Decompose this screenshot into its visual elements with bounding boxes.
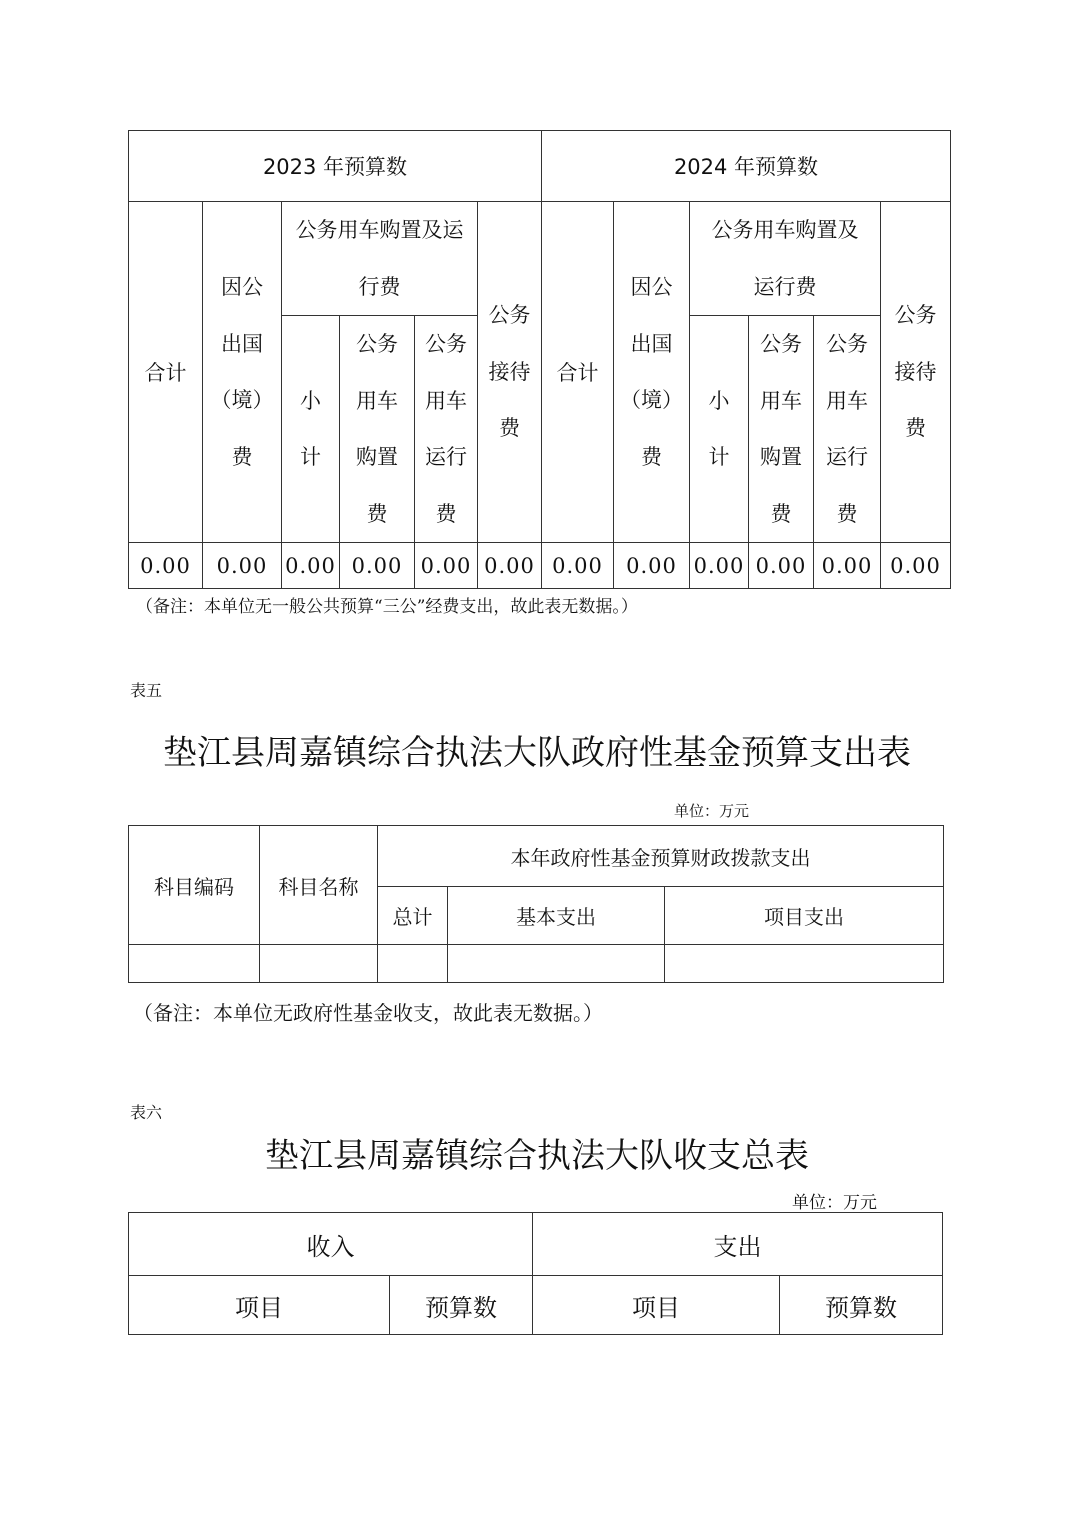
fund-expenditure-group-header: 本年政府性基金预算财政拨款支出 xyxy=(378,826,944,887)
abroad-fee-header-2023: 因公 出国 （境） 费 xyxy=(203,202,282,543)
value-cell: 0.00 xyxy=(814,543,881,589)
subject-code-header: 科目编码 xyxy=(129,826,260,945)
subtotal-header-2023: 小 计 xyxy=(282,316,340,543)
vehicle-group-header-2023: 公务用车购置及运 行费 xyxy=(282,202,478,316)
table6-unit: 单位：万元 xyxy=(792,1193,877,1213)
income-item-header: 项目 xyxy=(129,1276,390,1335)
project-expenditure-header: 项目支出 xyxy=(665,887,944,945)
income-expense-summary-table xyxy=(128,1212,943,1335)
value-cell: 0.00 xyxy=(690,543,749,589)
total-header: 总计 xyxy=(378,887,448,945)
empty-cell xyxy=(378,945,448,983)
empty-cell xyxy=(448,945,665,983)
vehicle-purchase-header-2024: 公务 用车 购置 费 xyxy=(749,316,814,543)
vehicle-group-header-2024: 公务用车购置及 运行费 xyxy=(690,202,881,316)
empty-cell xyxy=(665,945,944,983)
vehicle-running-header-2024: 公务 用车 运行 费 xyxy=(814,316,881,543)
year-2024-header: 2024 年预算数 xyxy=(542,131,951,202)
value-cell: 0.00 xyxy=(129,543,203,589)
empty-cell xyxy=(260,945,378,983)
income-budget-header: 预算数 xyxy=(390,1276,533,1335)
table5-tag: 表五 xyxy=(130,681,163,700)
value-cell: 0.00 xyxy=(415,543,478,589)
value-cell: 0.00 xyxy=(614,543,690,589)
empty-cell xyxy=(129,945,260,983)
subtotal-header-2024: 小 计 xyxy=(690,316,749,543)
basic-expenditure-header: 基本支出 xyxy=(448,887,665,945)
value-cell: 0.00 xyxy=(478,543,542,589)
expense-item-header: 项目 xyxy=(533,1276,780,1335)
value-cell: 0.00 xyxy=(340,543,415,589)
value-cell: 0.00 xyxy=(749,543,814,589)
total-header-2023: 合计 xyxy=(129,202,203,543)
reception-fee-header-2023: 公务 接待 费 xyxy=(478,202,542,543)
table1-note: （备注：本单位无一般公共预算“三公”经费支出，故此表无数据。） xyxy=(136,597,638,617)
table6-title: 垫江县周嘉镇综合执法大队收支总表 xyxy=(265,1136,809,1176)
expense-header: 支出 xyxy=(533,1213,943,1276)
table5-note: （备注：本单位无政府性基金收支，故此表无数据。） xyxy=(133,1001,603,1025)
vehicle-purchase-header-2023: 公务 用车 购置 费 xyxy=(340,316,415,543)
reception-fee-header-2024: 公务 接待 费 xyxy=(881,202,951,543)
vehicle-running-header-2023: 公务 用车 运行 费 xyxy=(415,316,478,543)
expense-budget-header: 预算数 xyxy=(780,1276,943,1335)
value-cell: 0.00 xyxy=(542,543,614,589)
subject-name-header: 科目名称 xyxy=(260,826,378,945)
value-cell: 0.00 xyxy=(203,543,282,589)
income-header: 收入 xyxy=(129,1213,533,1276)
value-cell: 0.00 xyxy=(282,543,340,589)
table6-tag: 表六 xyxy=(130,1103,163,1122)
three-public-expenses-table xyxy=(128,130,951,589)
year-2023-header: 2023 年预算数 xyxy=(129,131,542,202)
table5-unit: 单位：万元 xyxy=(674,802,750,820)
abroad-fee-header-2024: 因公 出国 （境） 费 xyxy=(614,202,690,543)
total-header-2024: 合计 xyxy=(542,202,614,543)
value-cell: 0.00 xyxy=(881,543,951,589)
government-fund-expenditure-table xyxy=(128,825,944,983)
table5-title: 垫江县周嘉镇综合执法大队政府性基金预算支出表 xyxy=(163,733,911,773)
